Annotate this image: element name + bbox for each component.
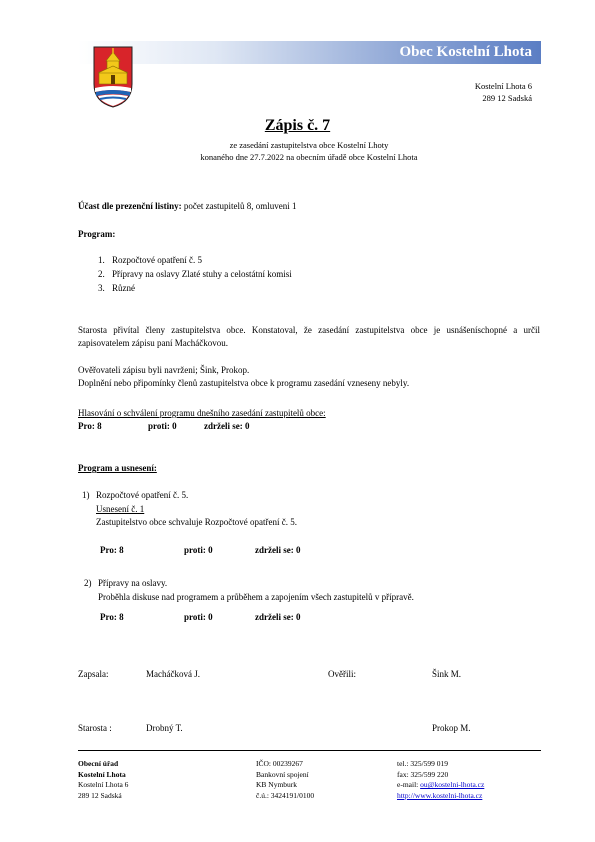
resolution-title: Rozpočtové opatření č. 5. <box>96 490 189 500</box>
footer-ico: IČO: 00239267 <box>256 759 303 768</box>
recorded-label: Zapsala: <box>78 669 109 679</box>
resolutions-heading: Program a usnesení: <box>78 463 157 473</box>
footer-office-postcode: 289 12 Sadská <box>78 790 122 800</box>
footer-phone: tel.: 325/599 019 <box>397 759 449 768</box>
attendance-text: počet zastupitelů 8, omluveni 1 <box>181 201 297 211</box>
address-line-1: Kostelní Lhota 6 <box>474 81 532 91</box>
document-title: Zápis č. 7 <box>264 117 331 134</box>
recorded-name: Macháčková J. <box>146 669 200 679</box>
attendance-line <box>78 200 540 213</box>
verifiers-line: Ověřovateli zápisu byli navrženi; Šink, Prokop. <box>78 365 250 375</box>
mayor-label: Starosta : <box>78 723 112 733</box>
resolution-text: Zastupitelstvo obce schvaluje Rozpočtové opatření č. 5. <box>96 517 297 527</box>
subtitle-line-2: konaného dne 27.7.2022 na obecním úřadě obce Kostelní Lhota <box>200 152 418 162</box>
vote-pro: Pro: 8 <box>100 545 124 555</box>
program-vote-label: Hlasování o schválení programu dnešního zasedání zastupitelů obce: <box>78 408 326 418</box>
footer-email-line <box>397 780 484 791</box>
resolution-text: Proběhla diskuse nad programem a průběhem a zapojením všech zastupitelů v přípravě. <box>98 592 414 602</box>
footer-office <box>78 759 128 801</box>
address-line-2: 289 12 Sadská <box>482 93 532 103</box>
footer-email-link[interactable]: ou@kostelni-lhota.cz <box>420 780 485 789</box>
footer-bank <box>256 759 314 801</box>
municipality-title: Obec Kostelní Lhota <box>399 44 532 60</box>
vote-zdrzel: zdrželi se: 0 <box>204 421 250 431</box>
vote-proti: proti: 0 <box>184 545 213 555</box>
vote-zdrzel: zdrželi se: 0 <box>255 545 301 555</box>
footer-email-label: e-mail: <box>397 780 421 789</box>
footer-bank-name: KB Nymburk <box>256 780 298 789</box>
footer-account: č.ú.: 3424191/0100 <box>256 790 315 800</box>
verified-name-1: Šink M. <box>432 669 462 679</box>
intro-paragraph: Starosta přivítal členy zastupitelstva obce. Konstatoval, že zasedání zastupitelstva obce je usnášeníschopné a určil zapisovatelem zápisu paní Macháčkovou. <box>78 325 540 348</box>
footer-bank-label: Bankovní spojení <box>256 769 309 779</box>
program-item-number: 2. <box>98 269 105 279</box>
coat-of-arms-icon <box>93 46 133 108</box>
program-item-text: Rozpočtové opatření č. 5 <box>112 255 202 265</box>
footer-office-street: Kostelní Lhota 6 <box>78 780 129 789</box>
resolution-label: Usnesení č. 1 <box>96 504 145 514</box>
vote-zdrzel: zdrželi se: 0 <box>255 612 301 622</box>
resolution-item-2 <box>84 577 167 590</box>
attendance-label: Účast dle prezenční listiny: <box>78 201 182 211</box>
footer-web-link[interactable]: http://www.kostelni-lhota.cz <box>397 790 483 800</box>
footer-office-name: Obecní úřad <box>78 759 119 768</box>
footer-contact <box>397 759 484 801</box>
resolution-number: 2) <box>84 578 92 588</box>
program-item <box>98 282 135 295</box>
program-heading: Program: <box>78 229 116 239</box>
vote-pro: Pro: 8 <box>78 421 102 431</box>
resolution-number: 1) <box>82 490 90 500</box>
program-item <box>98 268 292 281</box>
mayor-name: Drobný T. <box>146 723 183 733</box>
vote-proti: proti: 0 <box>148 421 177 431</box>
footer-fax: fax: 325/599 220 <box>397 769 449 779</box>
program-item-text: Různé <box>112 283 135 293</box>
vote-proti: proti: 0 <box>184 612 213 622</box>
verified-label: Ověřili: <box>328 669 356 679</box>
footer-divider <box>78 750 541 751</box>
verified-name-2: Prokop M. <box>432 723 471 733</box>
footer-office-town: Kostelní Lhota <box>78 769 126 779</box>
resolution-title: Přípravy na oslavy. <box>98 578 168 588</box>
program-item-text: Přípravy na oslavy Zlaté stuhy a celostátní komisi <box>112 269 292 279</box>
program-item-number: 1. <box>98 255 105 265</box>
program-item <box>98 254 202 267</box>
resolution-item-1 <box>82 489 188 502</box>
vote-pro: Pro: 8 <box>100 612 124 622</box>
program-item-number: 3. <box>98 283 105 293</box>
comments-line: Doplnění nebo připomínky členů zastupitelstva obce k programu zasedání vzneseny nebyly. <box>78 378 410 388</box>
subtitle-line-1: ze zasedání zastupitelstva obce Kostelní Lhoty <box>229 140 389 150</box>
